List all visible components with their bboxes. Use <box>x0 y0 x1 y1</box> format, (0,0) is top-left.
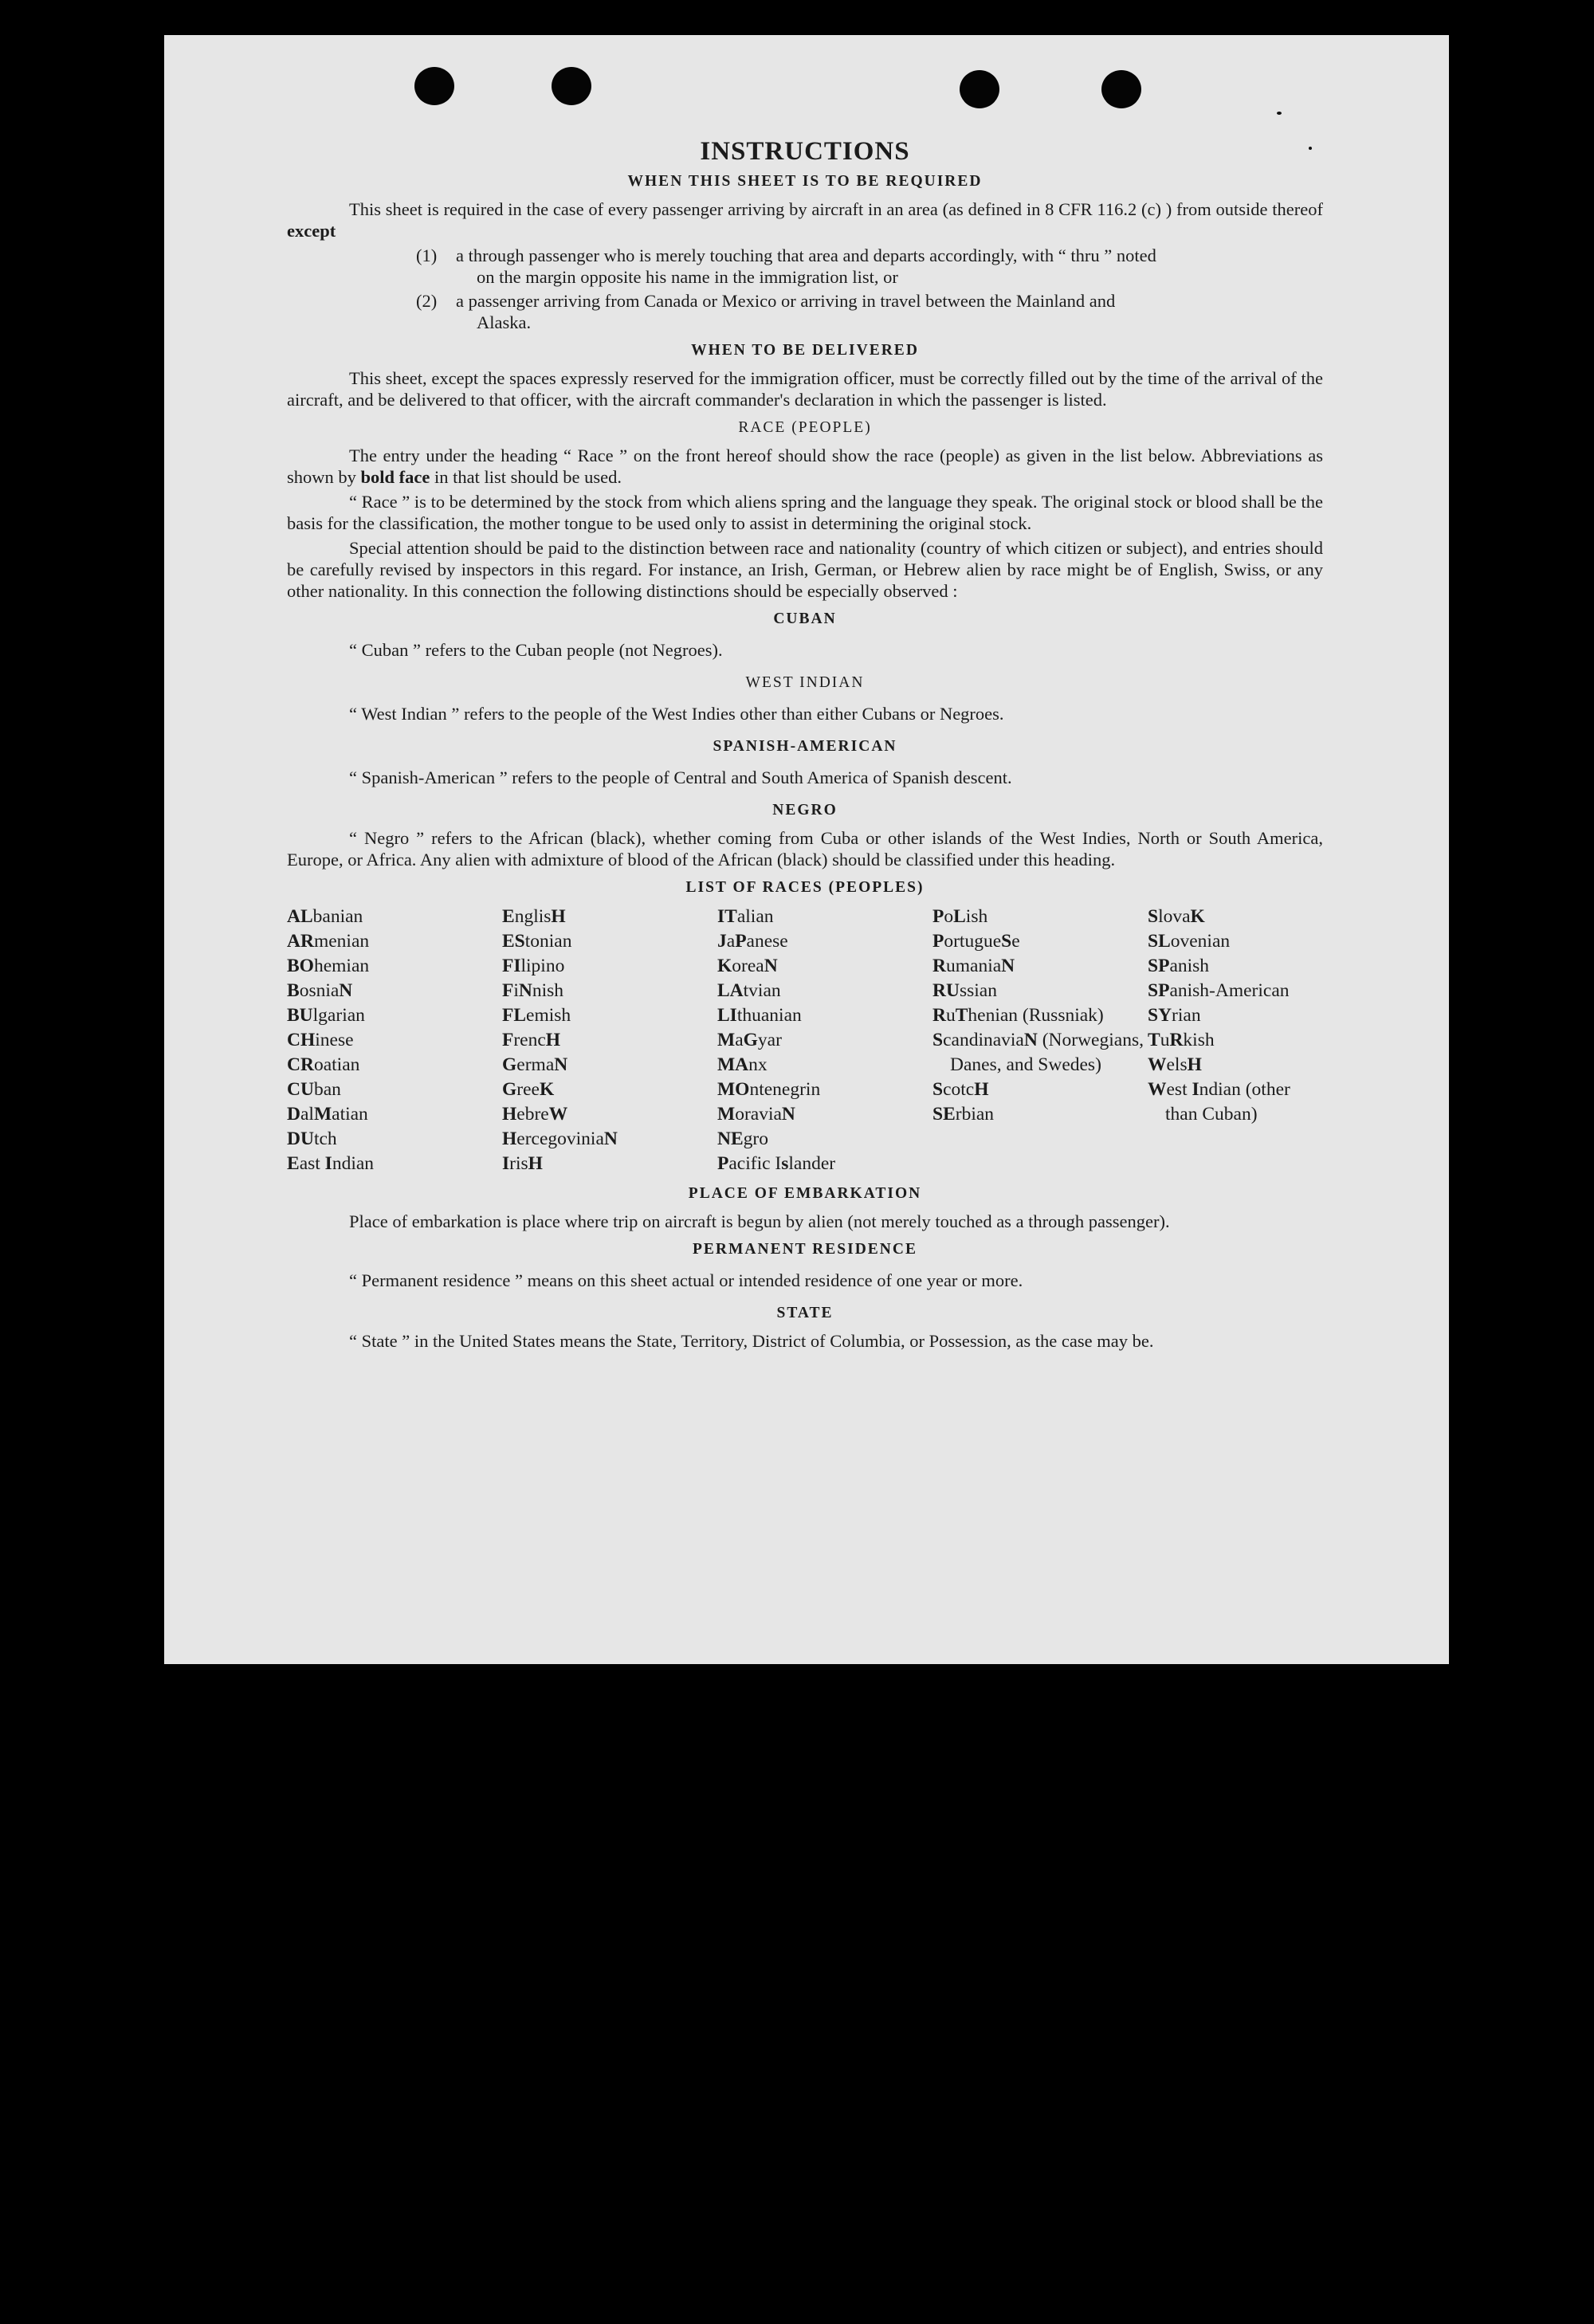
race-abbrev-letter: CH <box>287 1030 316 1050</box>
race-entry-text: al <box>300 1104 314 1125</box>
race-entry <box>502 1102 717 1127</box>
exception-text <box>456 245 1323 288</box>
race-entry-text: atian <box>332 1104 368 1125</box>
race-entry <box>932 979 1148 1003</box>
when-required-intro-text: This sheet is required in the case of every passenger arriving by aircraft in an area (as defined in 8 CFR 116.2 (c) ) from outside thereof <box>349 199 1323 219</box>
exception-text-line: Alaska. <box>477 312 532 332</box>
race-entry-text: umania <box>945 956 1002 976</box>
race-entry-text: candinavia <box>943 1030 1024 1050</box>
race-entry <box>717 1003 932 1028</box>
race-entry <box>502 1152 717 1176</box>
race-abbrev-letter: LA <box>717 980 744 1001</box>
race-entry-text: oatian <box>313 1054 360 1075</box>
race-abbrev-letter: BO <box>287 956 314 976</box>
race-entry-text: nglis <box>514 906 552 927</box>
race-abbrev-letter: BU <box>287 1005 313 1026</box>
race-abbrev-letter: F <box>502 1030 514 1050</box>
race-abbrev-letter: K <box>717 956 732 976</box>
race-entry <box>502 979 717 1003</box>
race-abbrev-letter: R <box>1169 1030 1184 1050</box>
race-abbrev-letter: G <box>743 1030 758 1050</box>
race-abbrev-letter: S <box>1001 931 1012 952</box>
race-entry <box>287 905 502 929</box>
race-entry <box>287 1152 502 1176</box>
race-entry-text: ndian <box>332 1153 375 1174</box>
race-entry-text: anish <box>1169 956 1210 976</box>
exception-number: (2) <box>416 291 438 311</box>
race-entry <box>502 1003 717 1028</box>
exception-item <box>416 245 1323 288</box>
race-abbrev-letter: H <box>974 1079 989 1100</box>
race-entry <box>932 1078 1148 1102</box>
race-paragraph-text: The entry under the heading “ Race ” on the front hereof should show the race (people) as given in the list below. Abbreviations as shown by <box>287 446 1323 487</box>
race-paragraph-bold: bold face <box>360 467 430 487</box>
race-entry-text: o <box>944 906 954 927</box>
race-abbrev-letter: E <box>287 1153 300 1174</box>
race-entry <box>717 1053 932 1078</box>
race-entry-text: ish <box>965 906 988 927</box>
race-entry <box>502 1127 717 1152</box>
race-column <box>717 905 932 1176</box>
race-entry <box>1148 929 1323 954</box>
race-abbrev-letter: SE <box>932 1104 956 1125</box>
race-entry <box>287 929 502 954</box>
instructions-body <box>287 137 1323 1355</box>
exception-text <box>456 290 1323 333</box>
spanish-american-text: “ Spanish-American ” refers to the people of Central and South America of Spanish descent. <box>349 767 1012 787</box>
race-abbrev-letter: NE <box>717 1129 744 1149</box>
race-entry-text: (Norwegians, Danes, and Swedes) <box>950 1030 1144 1075</box>
punch-hole <box>414 67 454 105</box>
race-abbrev-letter: AL <box>287 906 313 927</box>
race-entry-text: ortugue <box>944 931 1002 952</box>
cuban-text: “ Cuban ” refers to the Cuban people (not Negroes). <box>349 640 723 660</box>
race-abbrev-letter: M <box>717 1104 736 1125</box>
race-abbrev-letter: E <box>502 906 515 927</box>
race-entry <box>1148 979 1323 1003</box>
race-abbrev-letter: DU <box>287 1129 314 1149</box>
race-abbrev-letter: H <box>545 1030 561 1050</box>
race-paragraph-text: in that list should be used. <box>434 467 622 487</box>
race-entry-text: i <box>513 980 519 1001</box>
race-entry <box>1148 905 1323 929</box>
race-column <box>1148 905 1323 1176</box>
race-entry-text: ndian (other than Cuban) <box>1165 1079 1290 1125</box>
race-entry-text: lgarian <box>312 1005 365 1026</box>
race-entry-text: banian <box>312 906 363 927</box>
race-abbrev-letter: SP <box>1148 980 1170 1001</box>
race-entry <box>287 954 502 979</box>
race-abbrev-letter: T <box>955 1005 968 1026</box>
race-entry-text: erma <box>516 1054 555 1075</box>
race-abbrev-letter: FI <box>502 956 521 976</box>
exception-text-line: on the margin opposite his name in the immigration list, or <box>477 267 898 287</box>
race-entry <box>1148 954 1323 979</box>
race-abbrev-letter: T <box>1148 1030 1160 1050</box>
race-entry-text: renc <box>513 1030 546 1050</box>
race-entry-text: orea <box>732 956 764 976</box>
race-entry-text: hemian <box>313 956 370 976</box>
permanent-residence-text: “ Permanent residence ” means on this sheet actual or intended residence of one year or more. <box>349 1270 1023 1290</box>
race-entry <box>1148 1003 1323 1028</box>
race-entry <box>1148 1028 1323 1053</box>
race-entry-text: gro <box>743 1129 768 1149</box>
race-entry <box>717 979 932 1003</box>
race-paragraph: Special attention should be paid to the distinction between race and nationality (country of which citizen or subject), and entries should be carefully revised by inspectors in this regard. For instance, an Irish, German, or Hebrew alien by race might be of English, Swiss, or any other nationality. In this connection the following distinctions should be especially observed : <box>287 538 1323 601</box>
race-entry <box>932 1003 1148 1028</box>
race-abbrev-letter: MA <box>717 1054 749 1075</box>
race-abbrev-letter: N <box>764 956 778 976</box>
race-entry-text: yar <box>757 1030 782 1050</box>
race-abbrev-letter: N <box>781 1104 795 1125</box>
race-entry-text: oravia <box>735 1104 782 1125</box>
race-abbrev-letter: M <box>717 1030 736 1050</box>
race-entry <box>287 1102 502 1127</box>
punch-hole <box>1101 70 1141 108</box>
race-entry-text: u <box>945 1005 956 1026</box>
race-entry-text: ban <box>313 1079 341 1100</box>
race-abbrev-letter: G <box>502 1054 517 1075</box>
race-column <box>502 905 717 1176</box>
race-abbrev-letter: P <box>717 1153 729 1174</box>
race-abbrev-letter: S <box>1148 906 1159 927</box>
race-entry-text: a <box>726 931 736 952</box>
race-entry-text: ebre <box>516 1104 549 1125</box>
race-entry-text: tvian <box>743 980 781 1001</box>
race-abbrev-letter: P <box>932 906 944 927</box>
race-entry-text: tch <box>313 1129 337 1149</box>
race-abbrev-letter: W <box>1148 1054 1167 1075</box>
race-entry-text: ris <box>509 1153 528 1174</box>
race-entry <box>932 1028 1148 1078</box>
race-abbrev-letter: FL <box>502 1005 527 1026</box>
race-entry <box>717 1078 932 1102</box>
race-abbrev-letter: CR <box>287 1054 314 1075</box>
race-abbrev-letter: K <box>1190 906 1205 927</box>
section-heading-permanent-residence: PERMANENT RESIDENCE <box>693 1241 917 1258</box>
race-entry-text: est <box>1166 1079 1192 1100</box>
race-entry-text: u <box>1160 1030 1170 1050</box>
race-entry <box>717 905 932 929</box>
place-of-embarkation-text: Place of embarkation is place where trip on aircraft is begun by alien (not merely touched as a through passenger). <box>349 1211 1170 1231</box>
race-entry <box>287 979 502 1003</box>
race-entry-text: els <box>1166 1054 1188 1075</box>
race-entry-text: osnia <box>299 980 340 1001</box>
race-abbrev-letter: N <box>339 980 353 1001</box>
punch-hole <box>552 67 591 105</box>
race-entry-text: nish <box>532 980 564 1001</box>
race-abbrev-letter: IT <box>717 906 737 927</box>
race-abbrev-letter: ES <box>502 931 525 952</box>
race-abbrev-letter: P <box>735 931 747 952</box>
race-entry <box>287 1053 502 1078</box>
race-entry-text: rian <box>1172 1005 1201 1026</box>
race-entry <box>502 905 717 929</box>
race-entry <box>287 1028 502 1053</box>
race-abbrev-letter: J <box>717 931 727 952</box>
race-entry <box>717 1127 932 1152</box>
when-required-intro-bold: except <box>287 221 336 241</box>
race-entry-text: e <box>1011 931 1020 952</box>
race-abbrev-letter: H <box>551 906 566 927</box>
race-abbrev-letter: L <box>953 906 966 927</box>
race-entry <box>932 905 1148 929</box>
race-column <box>287 905 502 1176</box>
exception-text-line: a passenger arriving from Canada or Mexico or arriving in travel between the Mainland and <box>456 291 1116 311</box>
race-abbrev-letter: s <box>781 1153 789 1174</box>
race-abbrev-letter: W <box>548 1104 568 1125</box>
race-entry <box>717 929 932 954</box>
race-entry-text: rbian <box>955 1104 995 1125</box>
section-heading-when-delivered: WHEN TO BE DELIVERED <box>691 342 919 359</box>
section-heading-spanish-american: SPANISH-AMERICAN <box>713 738 897 755</box>
race-entry-text: emish <box>526 1005 571 1026</box>
race-abbrev-letter: N <box>1001 956 1015 976</box>
section-heading-race: RACE (PEOPLE) <box>738 419 872 436</box>
race-abbrev-letter: N <box>1023 1030 1038 1050</box>
race-abbrev-letter: AR <box>287 931 314 952</box>
race-abbrev-letter: W <box>1148 1079 1167 1100</box>
negro-text: “ Negro ” refers to the African (black), whether coming from Cuba or other islands of the West Indies, North or South America, Europe, or Africa. Any alien with admixture of blood of the African (black) should be classified under this heading. <box>287 828 1323 870</box>
race-entry <box>717 1028 932 1053</box>
section-heading-cuban: CUBAN <box>773 610 837 627</box>
race-entry-text: cotc <box>943 1079 975 1100</box>
race-abbrev-letter: LI <box>717 1005 737 1026</box>
race-entry-text: anish-American <box>1169 980 1290 1001</box>
race-entry-text: lander <box>788 1153 836 1174</box>
section-heading-negro: NEGRO <box>772 802 838 819</box>
race-abbrev-letter: RU <box>932 980 960 1001</box>
race-abbrev-letter: N <box>518 980 532 1001</box>
race-abbrev-letter: P <box>932 931 944 952</box>
race-entry <box>287 1003 502 1028</box>
race-entry <box>502 1078 717 1102</box>
state-text: “ State ” in the United States means the State, Territory, District of Columbia, or Possession, as the case may be. <box>349 1331 1154 1351</box>
race-entry-text: ovenian <box>1170 931 1231 952</box>
section-heading-state: STATE <box>776 1305 834 1321</box>
race-entry-text: ercegovinia <box>516 1129 604 1149</box>
race-abbrev-letter: B <box>287 980 300 1001</box>
race-entry <box>932 954 1148 979</box>
race-abbrev-letter: R <box>932 956 946 976</box>
race-list <box>287 905 1323 1176</box>
punch-hole <box>960 70 999 108</box>
race-abbrev-letter: I <box>502 1153 510 1174</box>
race-column <box>932 905 1148 1176</box>
exception-text-line: a through passenger who is merely touching that area and departs accordingly, with “ thru ” noted <box>456 245 1156 265</box>
instruction-sheet <box>164 35 1449 1664</box>
when-delivered-text: This sheet, except the spaces expressly reserved for the immigration officer, must be correctly filled out by the time of the arrival of the aircraft, and be delivered to that officer, with the aircraft commander's declaration in which the passenger is listed. <box>287 368 1323 410</box>
race-entry-text: acific I <box>728 1153 782 1174</box>
race-abbrev-letter: R <box>932 1005 946 1026</box>
race-abbrev-letter: M <box>313 1104 332 1125</box>
race-entry-text: anese <box>746 931 788 952</box>
race-entry-text: a <box>735 1030 744 1050</box>
exception-item <box>416 290 1323 333</box>
race-entry-text: lipino <box>520 956 565 976</box>
race-entry-text: ree <box>516 1079 540 1100</box>
section-heading-west-indian: WEST INDIAN <box>745 674 865 691</box>
race-abbrev-letter: I <box>1192 1079 1199 1100</box>
race-abbrev-letter: SY <box>1148 1005 1172 1026</box>
race-abbrev-letter: SP <box>1148 956 1170 976</box>
race-abbrev-letter: F <box>502 980 514 1001</box>
race-entry <box>502 954 717 979</box>
when-required-intro <box>287 198 1323 241</box>
race-entry <box>1148 1053 1323 1078</box>
race-abbrev-letter: S <box>932 1030 944 1050</box>
race-abbrev-letter: D <box>287 1104 300 1125</box>
ink-speck <box>1277 112 1282 115</box>
page-title: INSTRUCTIONS <box>700 137 910 166</box>
race-entry-text: henian (Russniak) <box>968 1005 1104 1026</box>
race-abbrev-letter: H <box>528 1153 543 1174</box>
race-abbrev-letter: I <box>324 1153 332 1174</box>
race-entry-text: tonian <box>524 931 572 952</box>
race-entry-text: ast <box>299 1153 325 1174</box>
race-entry-text: lova <box>1158 906 1191 927</box>
section-heading-place-of-embarkation: PLACE OF EMBARKATION <box>688 1185 922 1202</box>
race-entry-text: kish <box>1183 1030 1215 1050</box>
west-indian-text: “ West Indian ” refers to the people of the West Indies other than either Cubans or Negroes. <box>349 704 1004 724</box>
race-entry <box>717 954 932 979</box>
race-abbrev-letter: H <box>502 1104 517 1125</box>
race-entry-text: ssian <box>959 980 997 1001</box>
race-entry <box>932 929 1148 954</box>
race-entry <box>287 1078 502 1102</box>
race-entry-text: menian <box>313 931 370 952</box>
race-entry-text: nx <box>748 1054 768 1075</box>
race-entry <box>502 929 717 954</box>
race-entry <box>932 1102 1148 1127</box>
race-entry <box>717 1152 932 1176</box>
race-abbrev-letter: K <box>539 1079 555 1100</box>
race-entry-text: ntenegrin <box>749 1079 821 1100</box>
section-heading-when-required: WHEN THIS SHEET IS TO BE REQUIRED <box>627 173 983 190</box>
race-paragraph: “ Race ” is to be determined by the stock from which aliens spring and the language they speak. The original stock or blood shall be the basis for the classification, the mother tongue to be used only to assist in determining the original stock. <box>287 492 1323 533</box>
race-abbrev-letter: N <box>603 1129 618 1149</box>
race-entry <box>1148 1078 1323 1127</box>
race-abbrev-letter: H <box>1187 1054 1202 1075</box>
race-entry-text: alian <box>736 906 774 927</box>
exception-number: (1) <box>416 245 438 265</box>
race-abbrev-letter: H <box>502 1129 517 1149</box>
race-abbrev-letter: MO <box>717 1079 750 1100</box>
race-entry-text: thuanian <box>736 1005 802 1026</box>
section-heading-list-of-races: LIST OF RACES (PEOPLES) <box>685 879 925 896</box>
race-entry <box>502 1053 717 1078</box>
race-abbrev-letter: N <box>554 1054 568 1075</box>
race-entry <box>717 1102 932 1127</box>
race-abbrev-letter: SL <box>1148 931 1171 952</box>
race-paragraph <box>287 445 1323 488</box>
race-entry <box>287 1127 502 1152</box>
race-abbrev-letter: S <box>932 1079 944 1100</box>
race-entry <box>502 1028 717 1053</box>
race-abbrev-letter: G <box>502 1079 517 1100</box>
race-entry-text: inese <box>315 1030 354 1050</box>
race-abbrev-letter: CU <box>287 1079 314 1100</box>
